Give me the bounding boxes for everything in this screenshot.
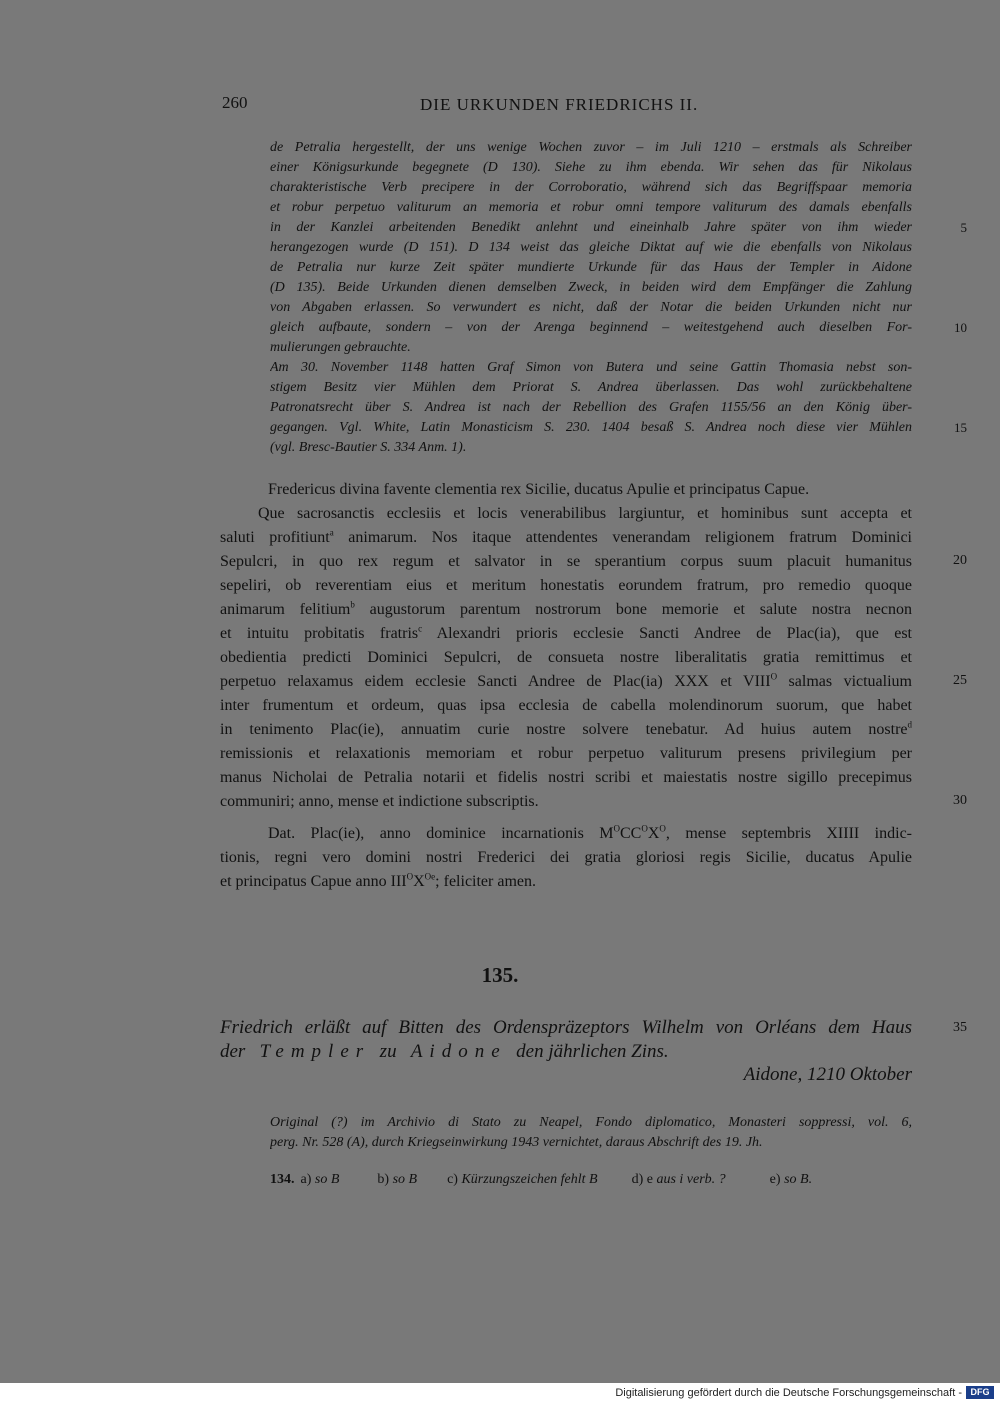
line-number: 35 — [953, 1020, 967, 1035]
note-line: (D 135). Beide Urkunden dienen demselben Zweck, in beiden wird dem Empfänger die Zahlung — [270, 280, 912, 295]
apparatus-text: so B — [314, 1172, 340, 1187]
charter-line: communiri; anno, mense et indictione subscriptis. — [220, 793, 539, 810]
summary-line — [220, 1040, 912, 1064]
document-number: 135. — [481, 963, 519, 987]
note-line: (vgl. Bresc-Bautier S. 334 Anm. 1). — [270, 440, 467, 455]
dating-line — [220, 822, 912, 846]
apparatus-label: e) — [769, 1172, 781, 1187]
charter-text-span: Alexandri prioris ecclesie Sancti Andree de Plac(ia), que est — [422, 625, 912, 642]
apparatus-marker: a — [329, 527, 334, 538]
note-line: in der Kanzlei arbeitenden Benedikt anlehnt und eineinhalb Jahre später von ihm wieder — [270, 220, 912, 235]
page-number: 260 — [222, 93, 248, 112]
dating-text: X — [647, 825, 660, 842]
charter-line: remissionis et relaxationis memoriam et robur perpetuo valiturum presens privilegium per — [220, 745, 912, 762]
original-note — [270, 1113, 912, 1153]
apparatus-label: d) — [631, 1172, 644, 1187]
line-number: 25 — [953, 673, 967, 688]
note-line: mulierungen gebrauchte. — [270, 340, 411, 355]
line-number: 20 — [953, 553, 967, 568]
superscript: O — [659, 823, 666, 834]
document-summary — [220, 1016, 912, 1064]
dating-text: , mense septembris XIIII indic- — [665, 825, 912, 842]
note-line: charakteristische Verb precipere in der Corroboratio, während sich das Begriffspaar memoria — [270, 180, 912, 195]
charter-line: Fredericus divina favente clementia rex Sicilie, ducatus Apulie et principatus Capue. — [268, 481, 810, 498]
superscript: O — [406, 871, 414, 882]
apparatus-text: so B — [392, 1172, 418, 1187]
charter-text-span: et intuitu probitatis fratris — [220, 625, 419, 642]
superscript: O — [613, 823, 620, 834]
charter-line — [220, 622, 912, 646]
charter-line — [220, 718, 912, 742]
note-line: gleich aufbaute, sondern – von der Arenga beginnend – weitestgehend auch dieselben For- — [270, 320, 912, 335]
original-note-line: perg. Nr. 528 (A), durch Kriegseinwirkung 1943 vernichtet, daraus Abschrift des 19. Jh. — [270, 1135, 763, 1150]
footer-bar — [0, 1383, 1000, 1403]
apparatus-label: c) — [447, 1172, 458, 1187]
superscript: O — [770, 671, 778, 682]
charter-line: sepeliri, ob reverentiam eius et meritum honestatis eorundem fratrum, pro remedio quoque — [220, 577, 912, 594]
critical-apparatus — [270, 1172, 912, 1188]
charter-line: inter frumentum et ordeum, quas ipsa ecclesia de cabella molendinorum suorum, que habet — [220, 697, 912, 714]
note-line: de Petralia nur kurze Zeit später mundierte Urkunde für das Haus der Templer in Aidone — [270, 260, 912, 275]
dating-text: CC — [620, 825, 642, 842]
note-line: de Petralia hergestellt, der uns wenige Wochen zuvor – im Juli 1210 – erstmals als Schreiber — [270, 140, 912, 155]
note-line: gegangen. Vgl. White, Latin Monasticism S. 230. 1404 besaß S. Andrea noch diese vier Mühlen — [270, 420, 912, 435]
charter-text-span: perpetuo relaxamus eidem ecclesie Sancti Andree de Plac(ia) XXX et VIII — [220, 673, 771, 690]
charter-line: obedientia predicti Dominici Sepulcri, de consueta nostre liberalitatis gratia remittimus et — [220, 649, 912, 666]
line-number: 15 — [954, 420, 967, 435]
charter-text-span: saluti profitiunt — [220, 529, 330, 546]
note-line: herangezogen wurde (D 151). D 134 weist das gleiche Diktat auf wie die ebenfalls von Nikolaus — [270, 240, 912, 255]
note-line: et robur perpetuo valiturum an memoria et robur omni tempore valiturum des damals ebenfalls — [270, 200, 912, 215]
apparatus-label: b) — [377, 1172, 390, 1187]
apparatus-number: 134. — [270, 1172, 295, 1187]
summary-text: der — [220, 1041, 246, 1062]
summary-text: zu — [379, 1041, 397, 1062]
dating-text: et principatus Capue anno III — [220, 873, 407, 890]
dfg-logo-icon: DFG — [966, 1386, 994, 1399]
charter-line — [220, 526, 912, 550]
charter-text-span: animarum. Nos itaque attendentes venerandam religionem fratrum Dominici — [333, 529, 912, 546]
apparatus-marker: b — [350, 599, 355, 610]
charter-text-span: augustorum parentum nostrorum bone memorie et salute nostra necnon — [354, 601, 912, 618]
summary-spaced-word: Templer — [259, 1041, 371, 1062]
line-number: 5 — [960, 220, 967, 235]
commentary-notes — [270, 138, 912, 458]
apparatus-text: aus i verb. ? — [656, 1172, 726, 1187]
dating-clause — [220, 822, 912, 894]
charter-line — [220, 598, 912, 622]
note-line: stigem Besitz vier Mühlen dem Priorat S. Andrea überlassen. Das wohl zurückbehaltene — [270, 380, 912, 395]
dating-text: ; feliciter amen. — [435, 873, 537, 890]
superscript: O — [641, 823, 648, 834]
apparatus-text: so B. — [784, 1172, 813, 1187]
place-date: Aidone, 1210 Oktober — [743, 1064, 912, 1085]
note-line: von Abgaben erlassen. So verwundert es nicht, daß der Notar die beiden Urkunden nicht nur — [270, 300, 912, 315]
apparatus-text: e — [646, 1172, 653, 1187]
charter-text-span: salmas victualium — [777, 673, 912, 690]
summary-line: Friedrich erläßt auf Bitten des Ordenspräzeptors Wilhelm von Orléans dem Haus — [220, 1017, 912, 1038]
dating-text: X — [413, 873, 425, 890]
charter-text — [220, 478, 912, 814]
charter-text-span: in tenimento Plac(ie), annuatim curie nostre solvere tenebatur. Ad huius autem nostre — [220, 721, 908, 738]
charter-line: Que sacrosanctis ecclesiis et locis venerabilibus largiuntur, et hominibus sunt accepta et — [258, 505, 912, 522]
summary-text: den jährlichen Zins. — [516, 1041, 669, 1062]
charter-line — [220, 670, 912, 694]
footer-credit: Digitalisierung gefördert durch die Deutsche Forschungsgemeinschaft - — [615, 1387, 962, 1399]
note-line: einer Königsurkunde begegnete (D 130). Siehe zu ihm ebenda. Wir sehen das für Nikolaus — [270, 160, 912, 175]
note-line: Am 30. November 1148 hatten Graf Simon von Butera und seine Gattin Thomasia nebst son- — [270, 360, 912, 375]
line-number: 30 — [953, 793, 967, 808]
note-line: Patronatsrecht über S. Andrea ist nach der Rebellion des Grafen 1155/56 an den König über- — [270, 400, 912, 415]
apparatus-text: Kürzungszeichen fehlt B — [461, 1172, 598, 1187]
charter-line: manus Nicholai de Petralia notarii et fidelis nostri scribi et maiestatis nostre sigillo precepimus — [220, 769, 912, 786]
line-number: 10 — [954, 320, 967, 335]
charter-text-span: animarum felitium — [220, 601, 351, 618]
dating-line — [220, 870, 912, 894]
apparatus-marker: d — [907, 719, 912, 730]
dating-text: Dat. Plac(ie), anno dominice incarnationis M — [268, 825, 614, 842]
apparatus-marker: c — [418, 623, 423, 634]
original-note-line: Original (?) im Archivio di Stato zu Neapel, Fondo diplomatico, Monasteri soppressi, vol. 6, — [270, 1115, 912, 1130]
summary-spaced-word: Aidone — [410, 1041, 507, 1062]
superscript: Oe — [424, 871, 436, 882]
dating-line: tionis, regni vero domini nostri Frederici dei gratia gloriosi regis Sicilie, ducatus Apulie — [220, 849, 912, 866]
running-head: DIE URKUNDEN FRIEDRICHS II. — [420, 95, 699, 114]
charter-line: Sepulcri, in quo rex regum et salvator in se sperantium corpus suum placuit humanitus — [220, 553, 912, 570]
apparatus-label: a) — [300, 1172, 312, 1187]
